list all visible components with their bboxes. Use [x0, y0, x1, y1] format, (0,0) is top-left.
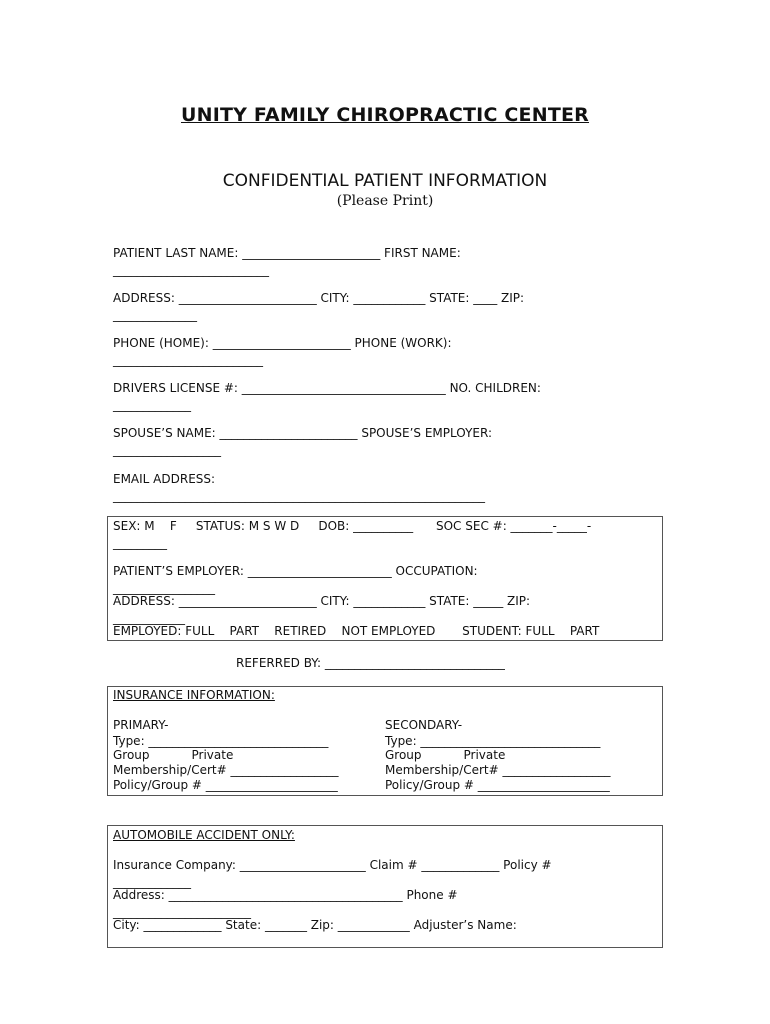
auto-address-line: Address: _______________________________________ Phone #: [113, 888, 458, 902]
email-line: ______________________________________________________________: [113, 489, 485, 503]
primary-policy: Policy/Group # ______________________: [113, 778, 338, 792]
employer-address-continuation: ____________: [113, 611, 185, 625]
auto-city-line: City: _____________ State: _______ Zip: ____________ Adjuster’s Name:: [113, 918, 517, 932]
auto-address-continuation: _______________________: [113, 905, 251, 919]
spouse-continuation: __________________: [113, 443, 221, 457]
primary-membership: Membership/Cert# __________________: [113, 763, 339, 777]
phone-continuation: _________________________: [113, 353, 263, 367]
auto-accident-heading: AUTOMOBILE ACCIDENT ONLY:: [113, 828, 295, 842]
secondary-membership: Membership/Cert# __________________: [385, 763, 611, 777]
secondary-label: SECONDARY-: [385, 718, 463, 732]
auto-insurance-company-continuation: _____________: [113, 875, 191, 889]
secondary-policy: Policy/Group # ______________________: [385, 778, 610, 792]
secondary-type: Type: ______________________________: [385, 734, 601, 748]
patient-name-line: PATIENT LAST NAME: _______________________ FIRST NAME:: [113, 246, 461, 260]
soc-sec-continuation: _________: [113, 536, 167, 550]
drivers-license-continuation: _____________: [113, 398, 191, 412]
employment-status-line: EMPLOYED: FULL PART RETIRED NOT EMPLOYED STUDENT: FULL PART: [113, 624, 600, 638]
form-title: UNITY FAMILY CHIROPRACTIC CENTER: [180, 104, 590, 126]
referred-by-line: REFERRED BY: ______________________________: [236, 656, 505, 670]
spouse-line: SPOUSE’S NAME: _______________________ SPOUSE’S EMPLOYER:: [113, 426, 492, 440]
drivers-license-line: DRIVERS LICENSE #: __________________________________ NO. CHILDREN:: [113, 381, 541, 395]
email-label: EMAIL ADDRESS:: [113, 472, 216, 486]
employer-continuation: _________________: [113, 581, 215, 595]
phone-line: PHONE (HOME): _______________________ PHONE (WORK):: [113, 336, 452, 350]
auto-insurance-company-line: Insurance Company: _____________________ Claim # _____________ Policy #: [113, 858, 552, 872]
employer-address-line: ADDRESS: _______________________ CITY: ____________ STATE: _____ ZIP:: [113, 594, 531, 608]
patient-name-continuation: __________________________: [113, 263, 269, 277]
sex-status-line: SEX: M F STATUS: M S W D DOB: __________ SOC SEC #: _______-_____-: [113, 519, 592, 533]
print-note: (Please Print): [336, 193, 434, 209]
primary-group: Group Private: [113, 748, 234, 762]
primary-label: PRIMARY-: [113, 718, 169, 732]
patient-address-line: ADDRESS: _______________________ CITY: ____________ STATE: ____ ZIP:: [113, 291, 525, 305]
form-subtitle: CONFIDENTIAL PATIENT INFORMATION: [222, 171, 548, 191]
employer-line: PATIENT’S EMPLOYER: ________________________ OCCUPATION:: [113, 564, 478, 578]
secondary-group: Group Private: [385, 748, 506, 762]
insurance-heading: INSURANCE INFORMATION:: [113, 688, 275, 702]
primary-type: Type: ______________________________: [113, 734, 329, 748]
patient-address-continuation: ______________: [113, 308, 197, 322]
